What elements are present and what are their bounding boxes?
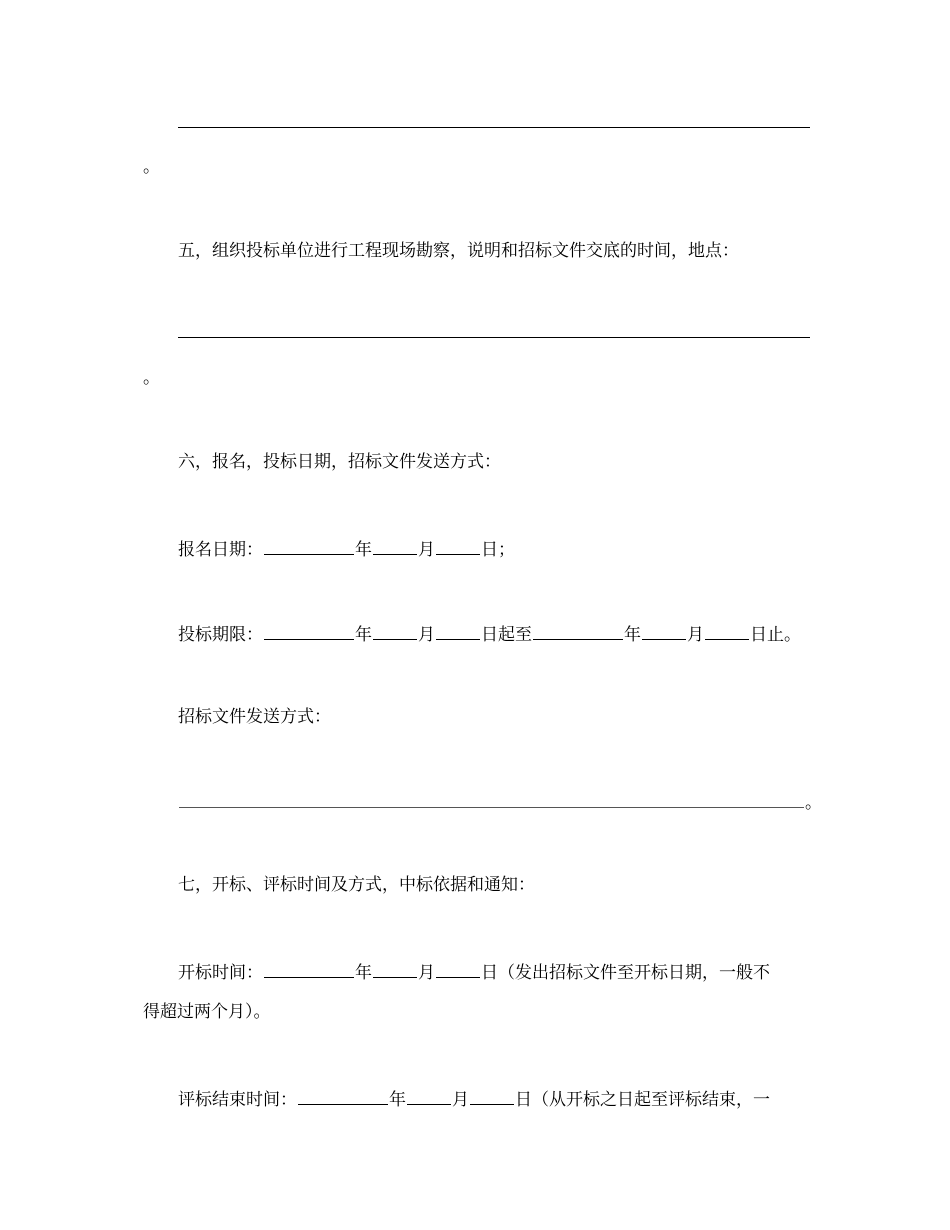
year-text: 年 <box>355 625 372 645</box>
blank-rule <box>178 127 810 128</box>
month-blank <box>373 621 417 640</box>
section-6-heading: 六，报名，投标日期，招标文件发送方式： <box>178 452 501 472</box>
day-text: 日； <box>481 540 515 560</box>
from-text: 日起至 <box>481 625 532 645</box>
year-text: 年 <box>355 963 372 983</box>
month-blank <box>373 959 417 978</box>
year-blank <box>264 621 354 640</box>
month-text: 月 <box>418 625 435 645</box>
month-text: 月 <box>452 1090 469 1110</box>
blank-rule <box>178 337 810 338</box>
evaluation-note: 日（从开标之日起至评标结束，一 <box>515 1090 770 1110</box>
opening-note: 日（发出招标文件至开标日期，一般不 <box>481 963 770 983</box>
year-text: 年 <box>624 625 641 645</box>
registration-label: 报名日期： <box>178 540 263 560</box>
day-blank <box>436 621 480 640</box>
section-7-heading: 七，开标、评标时间及方式，中标依据和通知： <box>178 875 535 895</box>
period-mark: 。 <box>805 793 822 813</box>
month-blank <box>407 1086 451 1105</box>
bid-period-line <box>178 621 801 646</box>
registration-date-line <box>178 536 515 561</box>
year-blank <box>264 536 354 555</box>
month-text: 月 <box>687 625 704 645</box>
year-text: 年 <box>355 540 372 560</box>
day-blank <box>436 959 480 978</box>
delivery-blank <box>179 789 804 808</box>
period-mark: 。 <box>143 368 160 388</box>
day-blank <box>436 536 480 555</box>
day-blank <box>470 1086 514 1105</box>
year-blank <box>264 959 354 978</box>
year-text: 年 <box>389 1090 406 1110</box>
section-5-heading: 五，组织投标单位进行工程现场勘察，说明和招标文件交底的时间，地点： <box>178 241 739 261</box>
month-blank <box>373 536 417 555</box>
evaluation-label: 评标结束时间： <box>178 1090 297 1110</box>
opening-label: 开标时间： <box>178 963 263 983</box>
bid-period-label: 投标期限： <box>178 625 263 645</box>
opening-time-line <box>178 959 770 984</box>
month-text: 月 <box>418 963 435 983</box>
delivery-method-line <box>178 789 822 814</box>
month-blank <box>642 621 686 640</box>
until-text: 日止。 <box>750 625 801 645</box>
month-text: 月 <box>418 540 435 560</box>
year-blank <box>298 1086 388 1105</box>
opening-note-continued: 得超过两个月）。 <box>143 1002 271 1022</box>
day-blank <box>705 621 749 640</box>
year-blank <box>533 621 623 640</box>
delivery-method-label: 招标文件发送方式： <box>178 707 331 727</box>
period-mark: 。 <box>143 157 160 177</box>
evaluation-end-line <box>178 1086 770 1111</box>
